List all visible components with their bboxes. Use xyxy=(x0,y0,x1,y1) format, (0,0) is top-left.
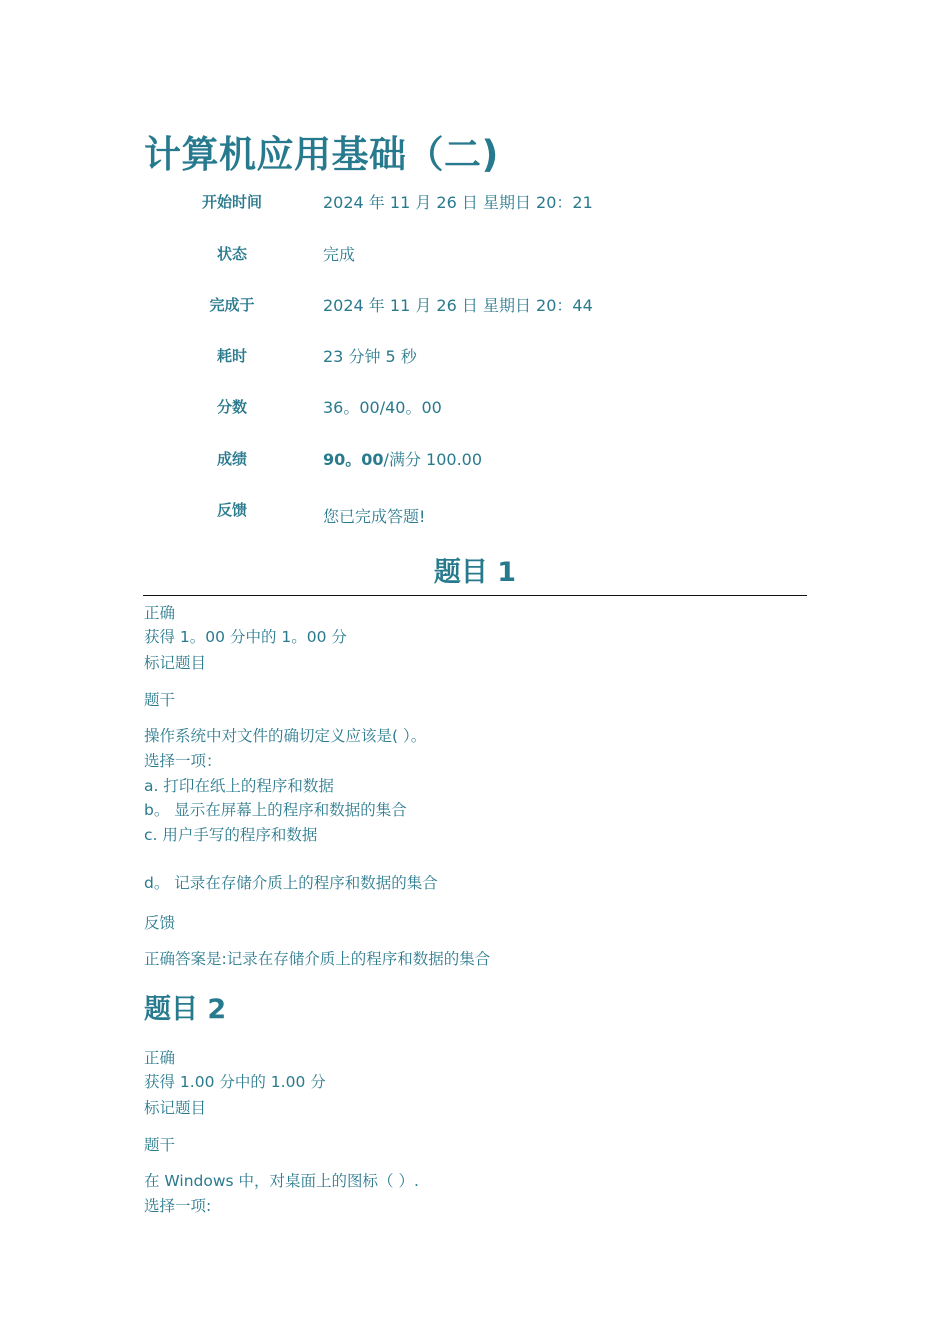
question-1-feedback-label: 反馈 xyxy=(144,914,176,932)
finished-value: 2024 年 11 月 26 日 星期日 20：44 xyxy=(323,296,593,315)
question-1-option-a[interactable]: a. 打印在纸上的程序和数据 xyxy=(144,777,334,795)
question-2-heading: 题目 2 xyxy=(144,994,227,1025)
grade-label: 成绩 xyxy=(216,450,247,468)
status-value: 完成 xyxy=(323,245,356,264)
grade-bold-value: 90。00 xyxy=(323,450,384,469)
question-1-stem-label: 题干 xyxy=(144,691,176,709)
start-time-value: 2024 年 11 月 26 日 星期日 20：21 xyxy=(323,193,593,212)
duration-value: 23 分钟 5 秒 xyxy=(323,347,417,366)
question-2-text: 在 Windows 中，对桌面上的图标（ ）. xyxy=(144,1172,419,1190)
question-2-flag-link[interactable]: 标记题目 xyxy=(144,1099,207,1117)
status-label: 状态 xyxy=(216,245,247,263)
question-1-option-d[interactable]: d。 记录在存储介质上的程序和数据的集合 xyxy=(144,874,438,892)
question-1-status: 正确 xyxy=(144,604,176,622)
question-1-text: 操作系统中对文件的确切定义应该是( ）。 xyxy=(144,727,427,745)
score-label: 分数 xyxy=(216,398,247,416)
grade-value xyxy=(323,447,482,470)
start-time-label: 开始时间 xyxy=(201,193,262,211)
feedback-label: 反馈 xyxy=(216,501,247,519)
duration-label: 耗时 xyxy=(216,347,247,365)
question-1-flag-link[interactable]: 标记题目 xyxy=(144,654,207,672)
question-2-choose-label: 选择一项: xyxy=(144,1197,212,1215)
question-2-stem-label: 题干 xyxy=(144,1136,176,1154)
question-1-points: 获得 1。00 分中的 1。00 分 xyxy=(144,628,347,646)
score-value: 36。00/40。00 xyxy=(323,398,442,417)
question-1-correct-answer: 正确答案是:记录在存储介质上的程序和数据的集合 xyxy=(144,950,491,968)
grade-max-value: /满分 100.00 xyxy=(383,450,483,469)
divider xyxy=(143,595,807,596)
finished-label: 完成于 xyxy=(209,296,255,314)
question-2-status: 正确 xyxy=(144,1049,176,1067)
question-2-points: 获得 1.00 分中的 1.00 分 xyxy=(144,1073,326,1091)
question-1-option-b[interactable]: b。 显示在屏幕上的程序和数据的集合 xyxy=(144,801,407,819)
question-1-heading: 题目 1 xyxy=(433,557,517,588)
question-1-choose-label: 选择一项： xyxy=(144,752,222,770)
question-1-option-c[interactable]: c. 用户手写的程序和数据 xyxy=(144,826,318,844)
feedback-value: 您已完成答题! xyxy=(323,507,426,526)
page-title: 计算机应用基础（二) xyxy=(144,133,499,176)
